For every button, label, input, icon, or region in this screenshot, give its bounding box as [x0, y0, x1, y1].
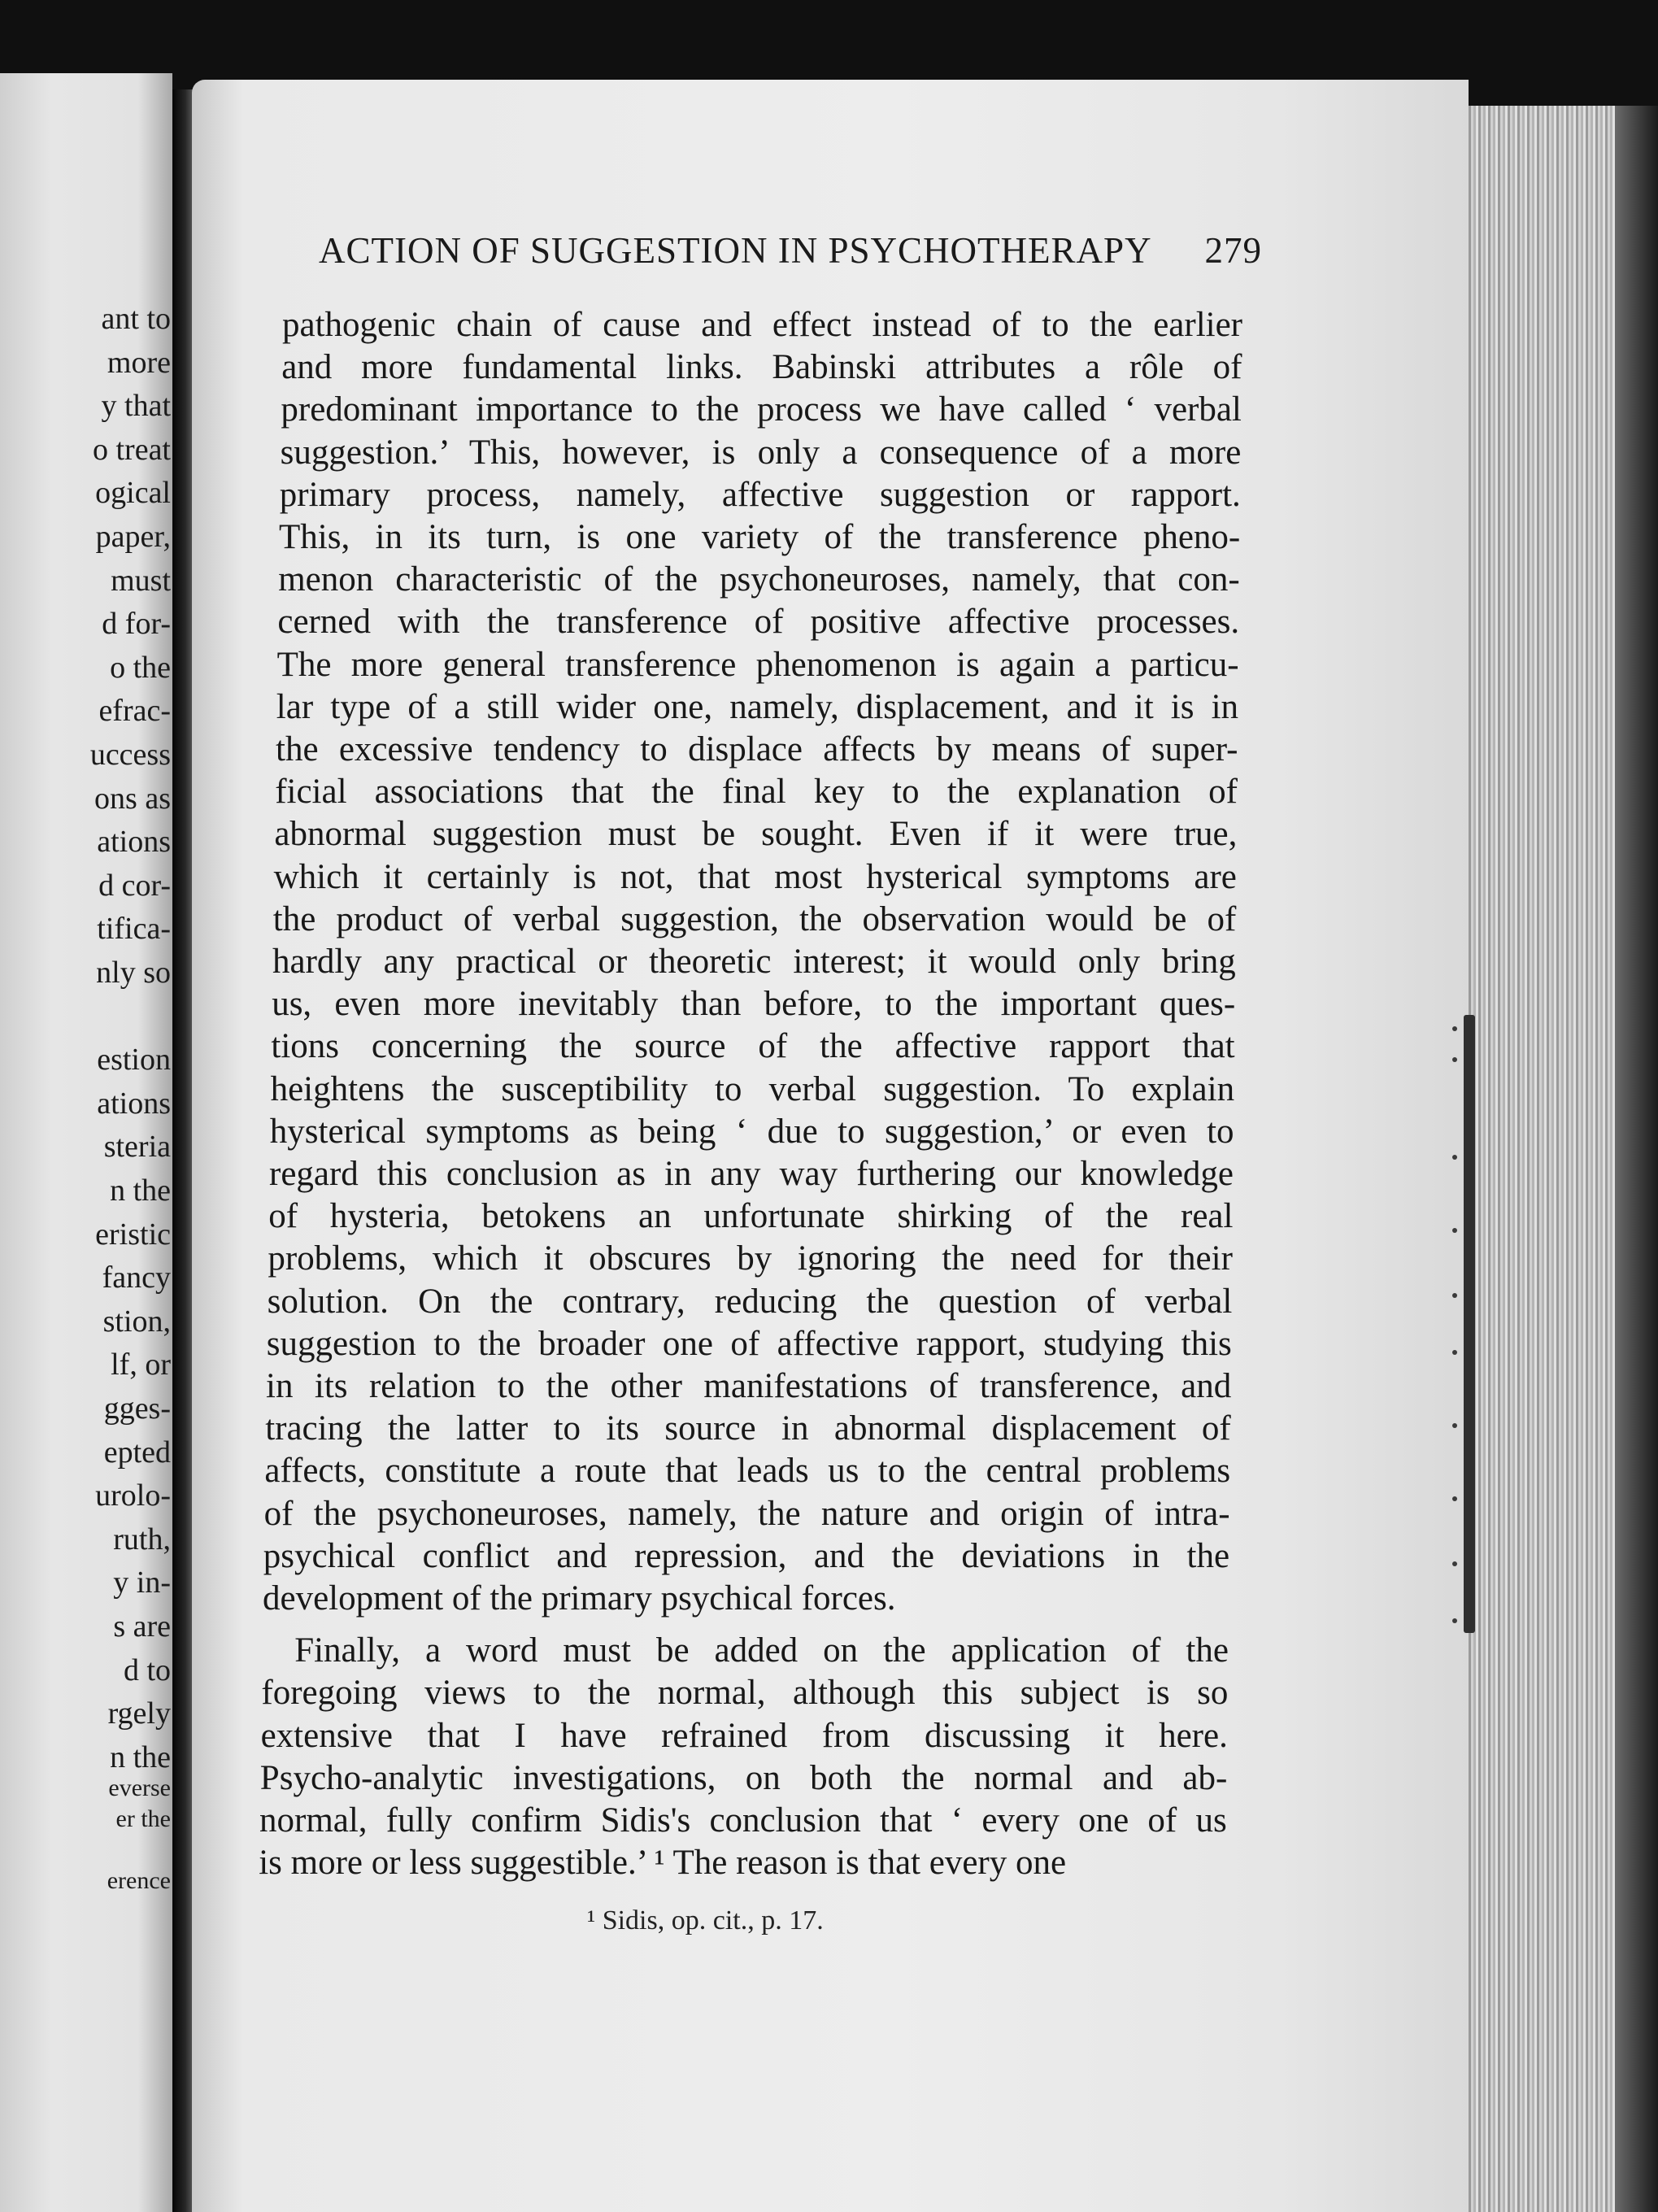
text-line: foregoing views to the normal, although this subject is so: [261, 1674, 1229, 1713]
facing-page-line: ogical: [95, 476, 171, 511]
text-line: pathogenic chain of cause and effect instead of to the earlier: [282, 306, 1242, 344]
text-line: of the psychoneuroses, namely, the nature and origin of intra-: [263, 1494, 1230, 1533]
text-line: Psycho-analytic investigations, on both the normal and ab-: [259, 1758, 1228, 1797]
scan-speck: [1452, 1350, 1457, 1355]
facing-page-line: gges-: [103, 1391, 171, 1426]
facing-page-line: eristic: [95, 1217, 171, 1252]
text-line: The more general transference phenomenon is again a particu-: [276, 645, 1239, 684]
text-line: suggestion to the broader one of affective rapport, studying this: [266, 1324, 1232, 1363]
text-line: which it certainly is not, that most hysterical symptoms are: [273, 857, 1237, 896]
scan-speck: [1452, 1293, 1457, 1298]
facing-page-line: d for-: [102, 607, 171, 642]
facing-page-line: more: [107, 345, 171, 380]
scan-speck: [1452, 1155, 1457, 1160]
text-line: tions concerning the source of the affective rapport that: [271, 1027, 1235, 1066]
facing-page-line: paper,: [95, 520, 171, 554]
scan-speck: [1452, 1423, 1457, 1428]
facing-page-line: erence: [107, 1867, 171, 1895]
facing-page-line: tifica-: [97, 912, 171, 947]
text-line: lar type of a still wider one, namely, displacement, and it is in: [276, 687, 1239, 726]
facing-page-line: efrac-: [98, 694, 171, 729]
text-line: This, in its turn, is one variety of the transference pheno-: [279, 518, 1241, 556]
text-line: regard this conclusion as in any way furthering our knowledge: [269, 1155, 1234, 1193]
text-line: predominant importance to the process we have called ‘ verbal: [281, 390, 1242, 429]
text-line: abnormal suggestion must be sought. Even if it were true,: [274, 815, 1238, 854]
facing-page-line: ant to: [101, 302, 171, 336]
scan-speck: [1452, 1057, 1457, 1062]
facing-page-line: stion,: [102, 1304, 171, 1339]
facing-page-line: o the: [110, 650, 171, 685]
scan-speck: [1452, 1618, 1457, 1623]
text-line: cerned with the transference of positive affective processes.: [277, 603, 1240, 642]
facing-page-left: [0, 73, 172, 2212]
facing-page-line: rgely: [107, 1696, 171, 1731]
facing-page-line: estion: [97, 1043, 171, 1078]
text-line: heightens the susceptibility to verbal suggestion. To explain: [270, 1069, 1235, 1108]
facing-page-line: urolo-: [95, 1478, 171, 1513]
scan-speck: [1452, 1496, 1457, 1501]
text-line: menon characteristic of the psychoneuroses, namely, that con-: [278, 560, 1240, 599]
text-line: psychical conflict and repression, and the deviations in the: [263, 1536, 1230, 1575]
text-line: affects, constitute a route that leads us to the central problems: [264, 1452, 1231, 1491]
scan-speck: [1452, 1561, 1457, 1566]
page-edges: [1469, 106, 1615, 2212]
text-line: ficial associations that the final key to the explanation of: [275, 773, 1238, 812]
facing-page-line: d cor-: [98, 868, 171, 903]
text-line: extensive that I have refrained from discussing it here.: [260, 1716, 1228, 1755]
scan-speck: [1452, 1228, 1457, 1233]
facing-page-line: y in-: [113, 1565, 171, 1600]
text-line: is more or less suggestible.’ ¹ The reason is that every one: [259, 1844, 1067, 1883]
facing-page-line: everse: [108, 1774, 171, 1802]
facing-page-line: lf, or: [111, 1348, 171, 1382]
text-line: Finally, a word must be added on the application of the: [294, 1631, 1229, 1670]
text-line: in its relation to the other manifestations of transference, and: [266, 1367, 1232, 1405]
book-gutter: [172, 89, 194, 2212]
text-line: the excessive tendency to displace affects by means of super-: [276, 730, 1238, 769]
footnote: ¹ Sidis, op. cit., p. 17.: [587, 1905, 824, 1936]
text-line: development of the primary psychical forces.: [263, 1579, 896, 1618]
facing-page-line: o treat: [92, 432, 171, 467]
text-line: hysterical symptoms as being ‘ due to suggestion,’ or even to: [269, 1112, 1234, 1151]
edge-shadow: [1615, 106, 1658, 2212]
text-line: suggestion.’ This, however, is only a consequence of a more: [280, 433, 1242, 472]
facing-page-line: ons as: [94, 781, 171, 816]
facing-page-line: er the: [115, 1805, 171, 1833]
scan-speck: [1452, 1026, 1457, 1031]
facing-page-line: ations: [97, 1086, 171, 1121]
bookmark-ribbon: [1464, 1015, 1475, 1633]
facing-page-line: n the: [110, 1173, 171, 1208]
text-line: us, even more inevitably than before, to the important ques-: [272, 985, 1236, 1024]
facing-page-line: ruth,: [113, 1522, 171, 1557]
page-number: 279: [1204, 230, 1262, 271]
facing-page-line: fancy: [102, 1261, 171, 1295]
facing-page-line: d to: [123, 1652, 171, 1687]
running-title: ACTION OF SUGGESTION IN PSYCHOTHERAPY: [319, 230, 1152, 271]
facing-page-line: n the: [110, 1740, 171, 1774]
facing-page-line: uccess: [89, 738, 171, 772]
facing-page-line: steria: [103, 1130, 171, 1165]
text-line: and more fundamental links. Babinski attributes a rôle of: [281, 348, 1242, 387]
facing-page-line: nly so: [96, 956, 171, 990]
facing-page-line: epted: [103, 1435, 171, 1470]
facing-page-line: s are: [113, 1609, 171, 1644]
facing-page-line: y that: [101, 389, 171, 424]
text-line: hardly any practical or theoretic interest; it would only bring: [272, 943, 1236, 981]
text-line: primary process, namely, affective suggestion or rapport.: [279, 475, 1241, 514]
facing-page-line: ations: [97, 825, 171, 860]
text-line: problems, which it obscures by ignoring the need for their: [268, 1239, 1233, 1278]
facing-page-line: must: [111, 563, 171, 598]
text-line: of hysteria, betokens an unfortunate shirking of the real: [268, 1197, 1234, 1236]
text-line: the product of verbal suggestion, the observation would be of: [272, 899, 1237, 938]
text-line: tracing the latter to its source in abnormal displacement of: [265, 1409, 1231, 1448]
text-line: normal, fully confirm Sidis's conclusion that ‘ every one of us: [259, 1801, 1227, 1840]
text-line: solution. On the contrary, reducing the question of verbal: [267, 1282, 1233, 1321]
